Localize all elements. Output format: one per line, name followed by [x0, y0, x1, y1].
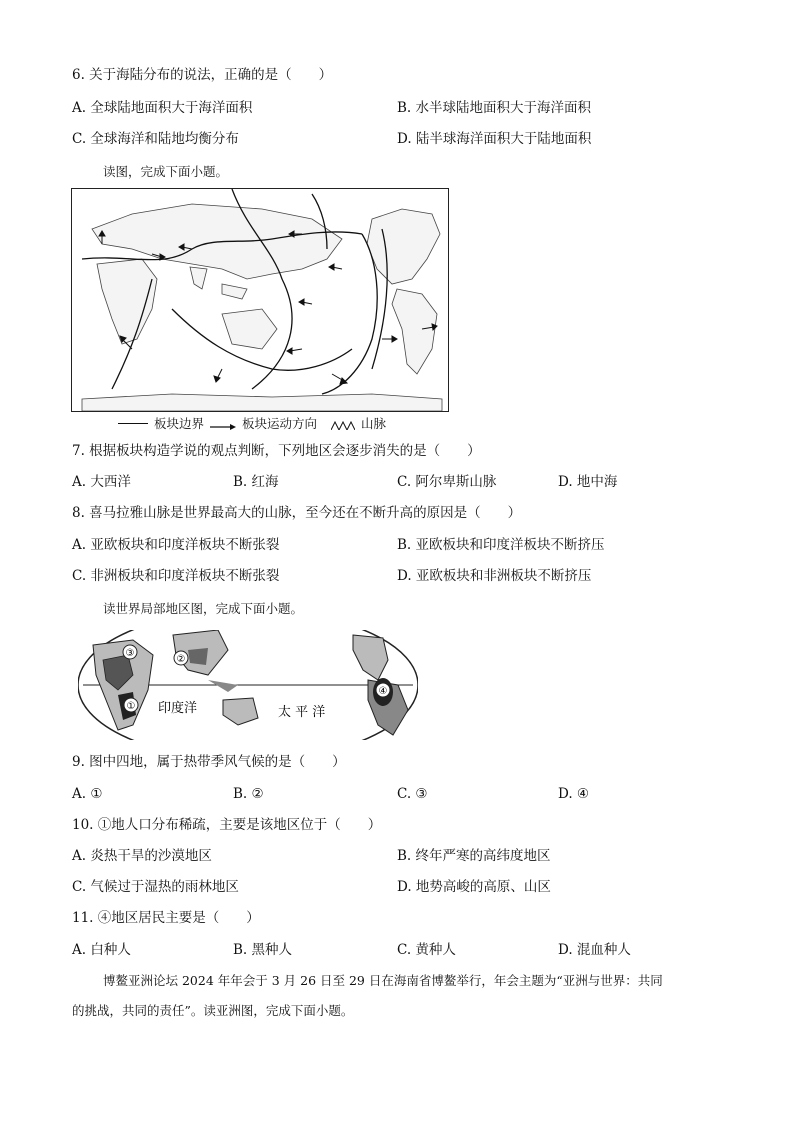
q7-option-a[interactable]: A. 大西洋: [72, 474, 131, 490]
intro-plate-map: 读图，完成下面小题。: [103, 164, 229, 179]
q6-option-a[interactable]: A. 全球陆地面积大于海洋面积: [72, 100, 253, 116]
se-asia-shape: [222, 284, 247, 299]
question-11-stem: 11. ④地区居民主要是（ ）: [72, 910, 260, 926]
intro-asia-line-2: 的挑战，共同的责任”。读亚洲图，完成下面小题。: [72, 1003, 354, 1018]
legend-mountain-label: 山脉: [361, 416, 387, 431]
question-10-stem: 10. ①地人口分布稀疏，主要是该地区位于（ ）: [72, 817, 382, 833]
q8-option-c[interactable]: C. 非洲板块和印度洋板块不断张裂: [72, 568, 280, 584]
plate-tectonics-map: [71, 188, 449, 412]
q9-option-b[interactable]: B. ②: [233, 786, 264, 802]
boundary-line-icon: [118, 423, 148, 424]
q11-option-c[interactable]: C. 黄种人: [397, 942, 456, 958]
regional-map-svg: [78, 630, 418, 740]
question-6-stem: 6. 关于海陆分布的说法，正确的是（ ）: [72, 67, 333, 83]
q11-option-a[interactable]: A. 白种人: [72, 942, 131, 958]
q8-option-b[interactable]: B. 亚欧板块和印度洋板块不断挤压: [397, 537, 605, 553]
south-america-shape: [392, 289, 437, 374]
intro-asia-line-1: 博鳌亚洲论坛 2024 年年会于 3 月 26 日至 29 日在海南省博鳌举行，年会主题为“亚洲与世界：共同: [103, 973, 663, 988]
indian-ocean-label: 印度洋: [158, 701, 198, 716]
q9-option-c[interactable]: C. ③: [397, 786, 428, 802]
q9-option-d[interactable]: D. ④: [558, 786, 590, 802]
question-9-stem: 9. 图中四地，属于热带季风气候的是（ ）: [72, 754, 346, 770]
q10-option-a[interactable]: A. 炎热干旱的沙漠地区: [72, 848, 212, 864]
india-shape: [190, 267, 207, 289]
north-america-shape: [367, 209, 440, 284]
regional-world-map: [78, 630, 418, 740]
q6-option-c[interactable]: C. 全球海洋和陆地均衡分布: [72, 131, 239, 147]
q11-option-d[interactable]: D. 混血种人: [558, 942, 631, 958]
map-legend: [118, 414, 386, 432]
question-7-stem: 7. 根据板块构造学说的观点判断，下列地区会逐步消失的是（ ）: [72, 443, 481, 459]
africa-shape: [97, 259, 157, 344]
antarctica-shape: [82, 394, 442, 411]
legend-boundary-label: 板块边界: [154, 416, 205, 431]
q8-option-a[interactable]: A. 亚欧板块和印度洋板块不断张裂: [72, 537, 280, 553]
world-map-svg: [72, 189, 448, 411]
q10-option-d[interactable]: D. 地势高峻的高原、山区: [397, 879, 551, 895]
australia-shape: [222, 309, 277, 349]
legend-direction-label: 板块运动方向: [242, 416, 318, 431]
pacific-label: 太 平 洋: [278, 705, 326, 720]
map-label-4: ④: [378, 686, 388, 697]
map-label-1: ①: [126, 701, 136, 712]
arrow-icon: [210, 419, 236, 427]
question-8-stem: 8. 喜马拉雅山脉是世界最高大的山脉，至今还在不断升高的原因是（ ）: [72, 505, 522, 521]
q7-option-b[interactable]: B. 红海: [233, 474, 279, 490]
map-label-2: ②: [176, 654, 186, 665]
q8-option-d[interactable]: D. 亚欧板块和非洲板块不断挤压: [397, 568, 592, 584]
q7-option-d[interactable]: D. 地中海: [558, 474, 618, 490]
q6-option-b[interactable]: B. 水半球陆地面积大于海洋面积: [397, 100, 592, 116]
intro-asia-paragraph: [72, 966, 722, 1026]
q6-option-d[interactable]: D. 陆半球海洋面积大于陆地面积: [397, 131, 592, 147]
q10-option-c[interactable]: C. 气候过于湿热的雨林地区: [72, 879, 239, 895]
q11-option-b[interactable]: B. 黑种人: [233, 942, 293, 958]
map-label-3: ③: [125, 648, 135, 659]
q10-option-b[interactable]: B. 终年严寒的高纬度地区: [397, 848, 551, 864]
q9-option-a[interactable]: A. ①: [72, 786, 103, 802]
plate-boundary-line: [322, 234, 377, 394]
q7-option-c[interactable]: C. 阿尔卑斯山脉: [397, 474, 497, 490]
intro-regional-map: 读世界局部地区图，完成下面小题。: [103, 601, 304, 616]
mountain-icon: [331, 418, 355, 428]
